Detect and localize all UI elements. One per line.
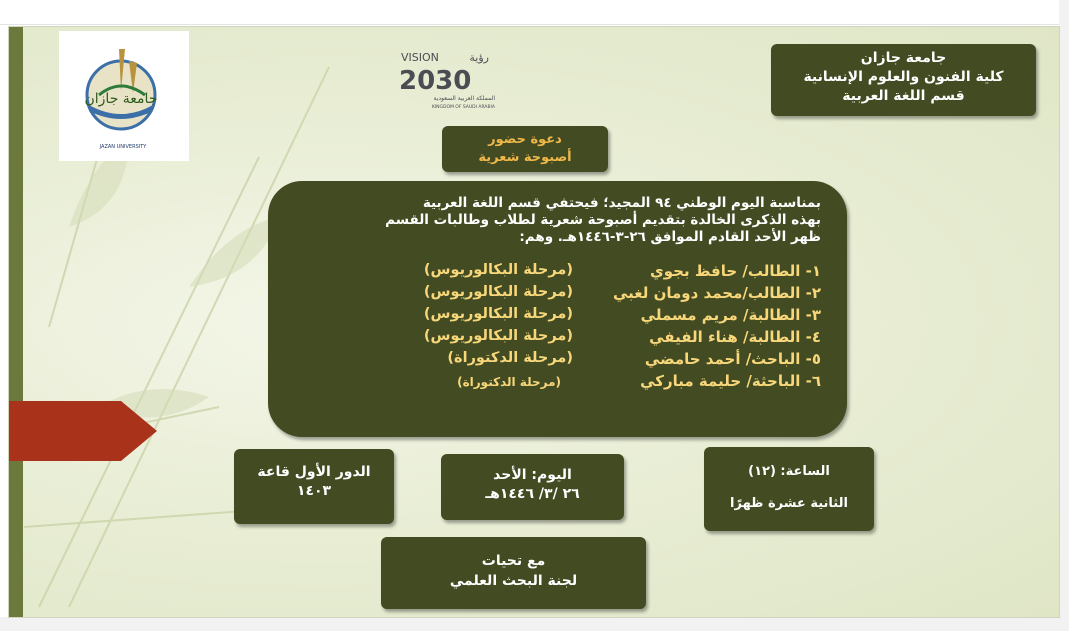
participant-name: ٥- الباحث/ أحمد حامضي	[644, 350, 821, 368]
participant-stage: (مرحلة البكالوريوس)	[423, 262, 573, 278]
event-time-text: الثانية عشرة ظهرًا	[730, 496, 848, 511]
list-item	[294, 350, 821, 372]
vision-2030-logo	[391, 47, 501, 117]
university-logo	[59, 31, 189, 161]
list-item	[294, 328, 821, 350]
university-header-box	[771, 44, 1036, 116]
time-box	[704, 447, 874, 531]
participant-name: ٢- الطالب/محمد دومان لغبي	[612, 284, 821, 302]
scrollbar-vertical[interactable]	[1059, 0, 1069, 631]
event-details-box	[268, 181, 847, 437]
event-day: اليوم: الأحد	[493, 467, 572, 483]
invitation-title-box	[442, 126, 608, 172]
vision-kingdom-ar-text: المملكة العربية السعودية	[433, 95, 495, 102]
slide-canvas	[8, 26, 1060, 618]
participant-name: ٦- الباحثة/ حليمة مباركي	[640, 372, 821, 390]
university-name: جامعة جازان	[860, 50, 947, 66]
red-arrow-shape	[9, 399, 159, 463]
scrollbar-horizontal[interactable]	[0, 617, 1069, 631]
college-name: كلية الفنون والعلوم الإنسانية	[803, 69, 1004, 85]
location-room: ١٤٠٣	[296, 483, 332, 499]
event-hour: الساعة: (١٢)	[748, 464, 830, 479]
participant-name: ١- الطالب/ حافظ بجوي	[650, 262, 821, 280]
list-item	[294, 372, 821, 394]
participant-stage: (مرحلة البكالوريوس)	[423, 328, 573, 344]
invitation-subtitle: أصبوحة شعرية	[478, 150, 572, 165]
participant-name: ٣- الطالبة/ مريم مسملي	[640, 306, 821, 324]
invitation-title: دعوة حضور	[488, 132, 562, 147]
participant-stage: (مرحلة البكالوريوس)	[423, 284, 573, 300]
participant-stage: (مرحلة البكالوريوس)	[423, 306, 573, 322]
list-item	[294, 284, 821, 306]
intro-line-1: بمناسبة اليوم الوطني ٩٤ المجيد؛ فيحتفي قسم اللغة العربية	[422, 195, 821, 211]
vision-year-text: 2030	[399, 66, 472, 96]
vision-kingdom-en-text: KINGDOM OF SAUDI ARABIA	[431, 105, 495, 110]
app-top-bar	[0, 0, 1069, 25]
intro-line-3: ظهر الأحد القادم الموافق ٢٦-٣-١٤٤٦هـ. وهم:	[519, 229, 821, 245]
date-box	[441, 454, 624, 520]
participant-stage: (مرحلة الدكتوراة)	[457, 375, 561, 389]
event-date: ٢٦ /٣/ ١٤٤٦هـ	[485, 486, 580, 502]
department-name: قسم اللغة العربية	[842, 88, 965, 104]
list-item	[294, 262, 821, 284]
jazan-university-emblem-icon	[59, 31, 189, 161]
university-logo-en-text: JAZAN UNIVERSITY	[99, 144, 147, 150]
location-box	[234, 449, 394, 524]
signature-committee: لجنة البحث العلمي	[449, 573, 578, 589]
intro-line-2: بهذه الذكرى الخالدة بتقديم أصبوحة شعرية لطلاب وطالبات القسم	[385, 212, 821, 228]
signature-box	[381, 537, 646, 609]
vision-word-text: VISION	[401, 51, 439, 64]
participant-stage: (مرحلة الدكتوراة)	[447, 350, 573, 366]
university-logo-ar-text: جامعة جازان	[84, 91, 158, 107]
location-floor: الدور الأول قاعة	[257, 464, 371, 480]
vision-ar-text: رؤية	[469, 51, 489, 64]
signature-greeting: مع تحيات	[481, 553, 546, 569]
participant-name: ٤- الطالبة/ هناء الفيفي	[649, 328, 821, 346]
list-item	[294, 306, 821, 328]
participants-list	[294, 262, 821, 394]
